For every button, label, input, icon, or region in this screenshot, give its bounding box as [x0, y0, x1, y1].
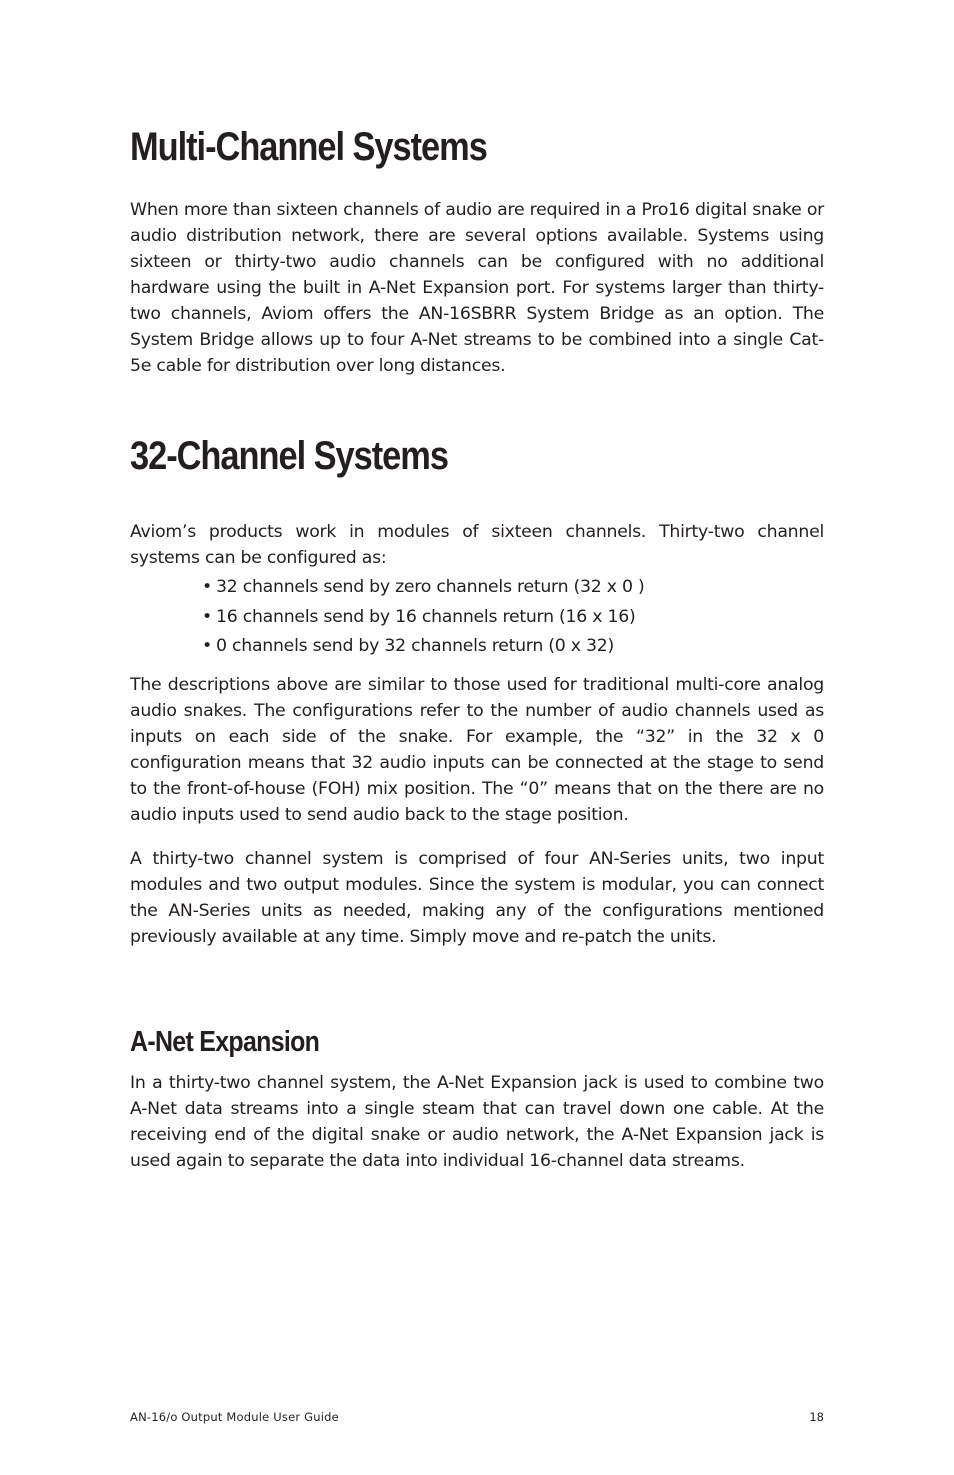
footer-page-number: 18 [809, 1410, 824, 1424]
list-item-text: 32 channels send by zero channels return (32 x 0 ) [216, 577, 645, 597]
list-item-text: 0 channels send by 32 channels return (0 x 32) [216, 636, 614, 656]
heading-32-channel-systems: 32-Channel Systems [130, 434, 448, 478]
paragraph-32-channel-description: The descriptions above are similar to those used for traditional multi-core analog audio snakes. The configurations refer to the number of audio channels used as inputs on each side of the snake. For example, the “32” in the 32 x 0 configuration means that 32 audio inputs can be connected at the stage to send to the front-of-house (FOH) mix position. The “0” means that on the there are no audio inputs used to send audio back to the stage position. [130, 675, 824, 825]
paragraph-a-net-expansion: In a thirty-two channel system, the A-Net Expansion jack is used to combine two A-Net data streams into a single steam that can travel down one cable. At the receiving end of the digital snake or audio network, the A-Net Expansion jack is used again to separate the data into individual 16-channel data streams. [130, 1073, 824, 1171]
bullet-glyph: • [202, 636, 212, 656]
list-item [202, 603, 896, 633]
list-item [202, 632, 896, 662]
paragraph-32-channel-system: A thirty-two channel system is comprised of four AN-Series units, two input modules and two output modules. Since the system is modular, you can connect the AN-Series units as needed, making any of the configurations mentioned previously available at any time. Simply move and re-patch the units. [130, 849, 824, 947]
configuration-list [130, 573, 896, 662]
paragraph-multi-channel: When more than sixteen channels of audio are required in a Pro16 digital snake or audio distribution network, there are several options available. Systems using sixteen or thirty-two audio channels can be configured with no additional hardware using the built in A-Net Expansion port. For systems larger than thirty-two channels, Aviom offers the AN-16SBRR System Bridge as an option. The System Bridge allows up to four A-Net streams to be combined into a single Cat-5e cable for distribution over long distances. [130, 200, 824, 376]
list-item [202, 573, 896, 603]
paragraph-32-channel-intro: Aviom’s products work in modules of sixteen channels. Thirty-two channel systems can be configured as: [130, 522, 824, 568]
list-item-text: 16 channels send by 16 channels return (16 x 16) [216, 606, 636, 627]
heading-a-net-expansion: A-Net Expansion [130, 1026, 320, 1058]
bullet-glyph: • [202, 606, 212, 627]
heading-multi-channel-systems: Multi-Channel Systems [130, 125, 487, 169]
footer-document-title: AN-16/o Output Module User Guide [130, 1410, 339, 1424]
bullet-glyph: • [202, 577, 212, 597]
